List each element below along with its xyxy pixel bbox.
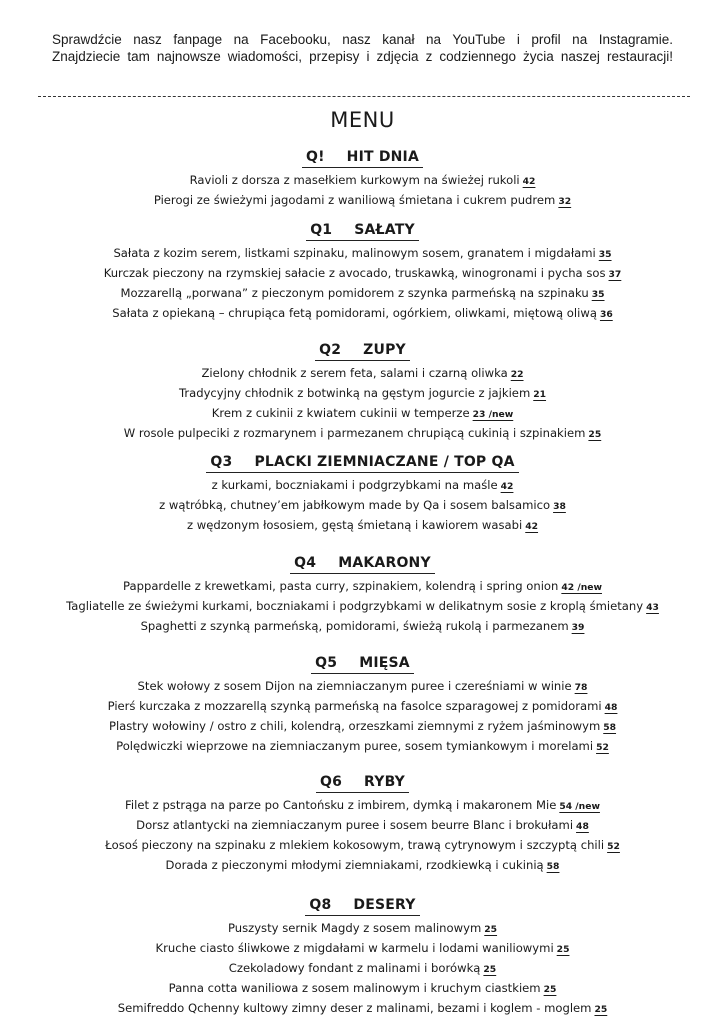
menu-section [0, 339, 725, 444]
section-heading [311, 655, 414, 674]
menu-item-price: 42 [500, 481, 514, 492]
menu-item [0, 697, 725, 717]
section-heading [206, 454, 518, 473]
menu-item-price: 38 [553, 501, 566, 513]
menu-item-name: z kurkami, boczniakami i podgrzybkami na maśle [211, 478, 498, 492]
menu-item [0, 856, 725, 876]
menu-item-name: Kurczak pieczony na rzymskiej sałacie z avocado, truskawką, winogronami i pycha sos [103, 266, 606, 281]
menu-item-price: 39 [571, 622, 585, 634]
menu-section [0, 771, 725, 876]
menu-item-name: Krem z cukinii z kwiatem cukinii w temperze [211, 406, 470, 421]
section-name: SAŁATY [354, 222, 415, 238]
section-code: Q5 [315, 655, 338, 671]
menu-item [0, 171, 725, 191]
dashed-divider [38, 96, 690, 97]
section-name: MIĘSA [359, 655, 410, 671]
menu-section [0, 552, 725, 637]
section-name: PLACKI ZIEMNIACZANE / TOP QA [254, 454, 515, 470]
menu-item [0, 577, 725, 597]
menu-item-name: Panna cotta waniliowa z sosem malinowym i kruchym ciastkiem [168, 981, 541, 996]
menu-item-price: 48 [604, 702, 618, 714]
intro-line-1: Sprawdźcie nasz fanpage na Facebooku, nasz kanał na YouTube i profil na Instagramie. [52, 32, 673, 47]
menu-item-price: 25 [556, 944, 570, 956]
menu-item [0, 244, 725, 264]
menu-item-price: 25 [483, 964, 497, 976]
menu-item-name: Mozzarellą „porwana” z pieczonym pomidorem z szynka parmeńską na szpinaku [120, 286, 589, 301]
section-code: Q8 [309, 897, 332, 913]
menu-item [0, 836, 725, 856]
menu-section [0, 652, 725, 757]
menu-item-name: Filet z pstrąga na parze po Cantońsku z imbirem, dymką i makaronem Mie [125, 798, 557, 812]
menu-item-price: 78 [574, 682, 588, 693]
menu-item-price: 25 [588, 429, 602, 441]
section-heading [290, 555, 435, 574]
intro-line-2: Znajdziecie tam najnowsze wiadomości, przepisy i zdjęcia z codziennego życia naszej restauracji! [52, 49, 673, 64]
menu-item-name: Czekoladowy fondant z malinami i borówką [228, 961, 481, 976]
menu-item-price: 25 [594, 1004, 608, 1016]
menu-item-name: Semifreddo Qchenny kultowy zimny deser z malinami, bezami i koglem - moglem [117, 1001, 592, 1016]
menu-item-price: 37 [608, 269, 622, 281]
section-name: DESERY [353, 897, 416, 913]
menu-item-price: 42 [525, 521, 539, 533]
section-heading [315, 342, 410, 361]
menu-item [0, 516, 725, 536]
menu-item-price: 25 [484, 924, 498, 935]
menu-item [0, 617, 725, 637]
menu-item [0, 919, 725, 939]
menu-item-name: Pierś kurczaka z mozzarellą szynką parmeńską na fasolce szparagowej z pomidorami [107, 699, 602, 714]
menu-item-price: 58 [546, 861, 560, 873]
section-heading [316, 774, 409, 793]
menu-item-price: 42 /new [561, 582, 602, 593]
menu-item [0, 677, 725, 697]
section-heading [306, 222, 419, 241]
menu-section [0, 219, 725, 324]
menu-item-name: Stek wołowy z sosem Dijon na ziemniaczanym puree i czereśniami w winie [137, 679, 572, 693]
menu-item-price: 43 [646, 602, 659, 614]
menu-item-price: 35 [591, 289, 605, 301]
menu-item [0, 717, 725, 737]
section-code: Q6 [319, 774, 343, 790]
menu-item-name: Tradycyjny chłodnik z botwinką na gęstym jogurcie z jajkiem [178, 386, 531, 401]
menu-item [0, 496, 725, 516]
menu-item-name: z wątróbką, chutney’em jabłkowym made by Qa i sosem balsamico [159, 498, 551, 513]
menu-item [0, 384, 725, 404]
menu-item [0, 796, 725, 816]
menu-item-name: Puszysty sernik Magdy z sosem malinowym [227, 921, 482, 935]
section-code: Q! [305, 149, 325, 165]
menu-item [0, 264, 725, 284]
section-name: RYBY [364, 774, 406, 790]
menu-item-name: Ravioli z dorsza z masełkiem kurkowym na świeżej rukoli [189, 173, 520, 187]
section-heading [305, 897, 419, 916]
menu-item [0, 404, 725, 424]
menu-item-price: 23 /new [472, 409, 514, 421]
menu-item-price: 32 [558, 196, 572, 208]
menu-item-price: 48 [576, 821, 589, 833]
menu-item-price: 52 [596, 742, 609, 754]
menu-item-price: 58 [603, 722, 617, 734]
menu-item [0, 364, 725, 384]
menu-item-name: Plastry wołowiny / ostro z chili, kolendrą, orzeszkami ziemnymi z ryżem jaśminowym [108, 719, 601, 734]
menu-item [0, 284, 725, 304]
menu-item-name: Polędwiczki wieprzowe na ziemniaczanym puree, sosem tymiankowym i morelami [116, 739, 594, 754]
menu-item-price: 25 [543, 984, 557, 996]
menu-item [0, 999, 725, 1019]
menu-item [0, 959, 725, 979]
menu-section [0, 451, 725, 536]
menu-item-price: 22 [510, 369, 524, 380]
menu-item-name: z wędzonym łososiem, gęstą śmietaną i kawiorem wasabi [186, 518, 523, 533]
menu-item [0, 424, 725, 444]
menu-item-name: Pierogi ze świeżymi jagodami z waniliową śmietana i cukrem pudrem [153, 193, 556, 208]
menu-section [0, 146, 725, 211]
section-code: Q4 [294, 555, 317, 571]
menu-item-name: Dorsz atlantycki na ziemniaczanym puree i sosem beurre Blanc i brokułami [136, 818, 574, 833]
menu-item-name: Tagliatelle ze świeżymi kurkami, boczniakami i podgrzybkami w delikatnym sosie z kroplą śmietany [66, 599, 644, 614]
menu-item-price: 52 [607, 841, 620, 853]
menu-item [0, 939, 725, 959]
menu-item-name: Pappardelle z krewetkami, pasta curry, szpinakiem, kolendrą i spring onion [123, 579, 559, 593]
menu-item-name: W rosole pulpeciki z rozmarynem i parmezanem chrupiącą cukinią i szpinakiem [123, 426, 586, 441]
section-code: Q3 [210, 454, 233, 470]
menu-item-price: 42 [522, 176, 536, 187]
menu-item-name: Spaghetti z szynką parmeńską, pomidorami, świeżą rukolą i parmezanem [140, 619, 569, 634]
section-heading [302, 149, 423, 168]
section-name: MAKARONY [338, 555, 431, 571]
menu-section [0, 894, 725, 1019]
menu-item-name: Dorada z pieczonymi młodymi ziemniakami, rzodkiewką i cukinią [165, 858, 544, 873]
intro-paragraph [52, 31, 673, 65]
menu-title: MENU [330, 108, 395, 132]
section-code: Q2 [319, 342, 342, 358]
menu-item [0, 476, 725, 496]
menu-item-name: Sałata z opiekaną – chrupiąca fetą pomidorami, ogórkiem, oliwkami, miętową oliwą [112, 306, 597, 321]
menu-item-price: 35 [598, 249, 612, 260]
menu-item-price: 54 /new [559, 801, 600, 812]
menu-item [0, 597, 725, 617]
menu-item-name: Kruche ciasto śliwkowe z migdałami w karmelu i lodami waniliowymi [155, 941, 554, 956]
menu-item-name: Łosoś pieczony na szpinaku z mlekiem kokosowym, trawą cytrynowym i szczyptą chili [105, 838, 605, 853]
menu-item-price: 21 [533, 389, 547, 401]
section-name: HIT DNIA [346, 149, 420, 165]
menu-item-price: 36 [599, 309, 613, 321]
menu-item [0, 979, 725, 999]
menu-item-name: Sałata z kozim serem, listkami szpinaku, malinowym sosem, granatem i migdałami [113, 246, 596, 260]
menu-item [0, 737, 725, 757]
menu-item [0, 191, 725, 211]
section-code: Q1 [310, 222, 333, 238]
menu-item [0, 816, 725, 836]
menu-item-name: Zielony chłodnik z serem feta, salami i czarną oliwka [201, 366, 508, 380]
menu-item [0, 304, 725, 324]
section-name: ZUPY [363, 342, 406, 358]
